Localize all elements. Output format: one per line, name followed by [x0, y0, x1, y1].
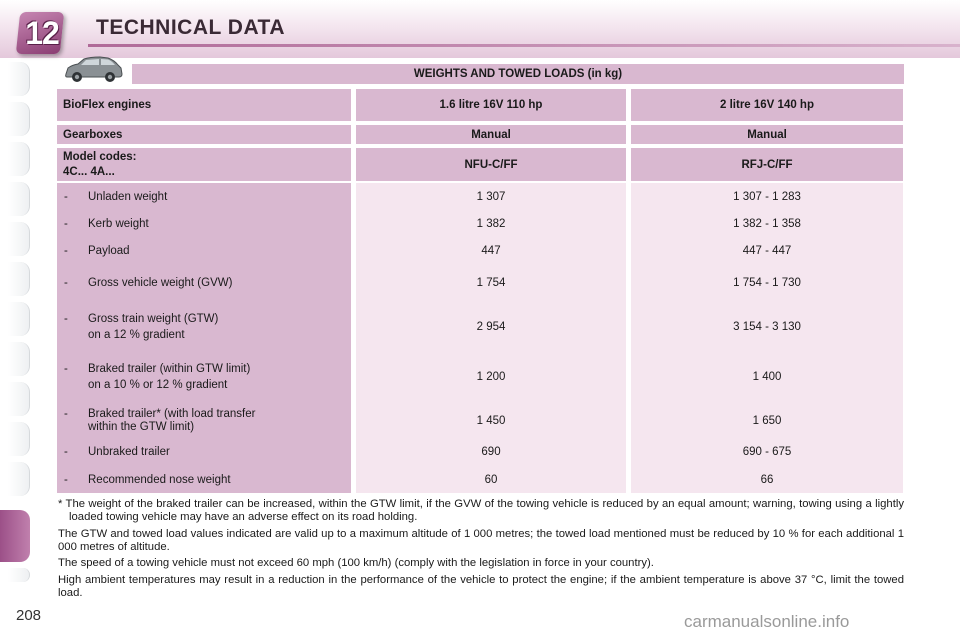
model-code-2-value: RFJ-C/FF — [741, 158, 793, 171]
model-code-1-value: NFU-C/FF — [464, 158, 518, 171]
side-tab[interactable] — [8, 222, 30, 256]
table-row-value-2: 1 400 — [752, 371, 782, 383]
header-cell-model-code-2 — [631, 148, 903, 181]
table-row-value-2: 1 754 - 1 730 — [733, 277, 801, 289]
row-label-text: Gross train weight (GTW) — [88, 313, 219, 325]
header-cell-model-codes — [57, 148, 351, 181]
table-row-value-2: 3 154 - 3 130 — [733, 321, 801, 333]
header-rule — [88, 44, 960, 47]
table-row-value-1: 447 — [481, 245, 501, 257]
engines-label: BioFlex engines — [63, 99, 152, 111]
row-label-text: Recommended nose weight — [88, 474, 231, 486]
car-icon — [62, 56, 124, 84]
table-row-value-2: 1 650 — [752, 415, 782, 427]
row-label-text: Unbraked trailer — [88, 446, 170, 458]
note-temperature: High ambient temperatures may result in a reduction in the performance of the vehicle to protect the engine; if the ambient temperature is above 37 °C, limit the towed load. — [58, 574, 904, 599]
watermark: carmanualsonline.info — [684, 612, 850, 631]
side-tab[interactable] — [8, 422, 30, 456]
section-title: WEIGHTS AND TOWED LOADS (in kg) — [132, 64, 904, 84]
table-row-value-1: 2 954 — [476, 321, 506, 333]
side-tab[interactable] — [8, 342, 30, 376]
header-cell-gearbox-1 — [356, 125, 626, 144]
gearbox-2-value: Manual — [747, 128, 787, 141]
note-altitude: The GTW and towed load values indicated are valid up to a maximum altitude of 1 000 metres; the towed load mentioned must be reduced by 10 % for each additional 1 000 metres of altitude. — [58, 528, 904, 553]
table-row-value-1: 1 307 — [476, 191, 506, 203]
row-label-text: Braked trailer (within GTW limit) — [88, 363, 251, 375]
side-tabs — [0, 62, 30, 582]
row-label-text: Gross vehicle weight (GVW) — [88, 277, 233, 289]
side-tab[interactable] — [8, 102, 30, 136]
page-number: 208 — [16, 607, 42, 624]
header-cell-model-code-1 — [356, 148, 626, 181]
header-cell-engine-2 — [631, 89, 903, 121]
row-label-text: Payload — [88, 245, 130, 257]
table-row-value-2: 1 382 - 1 358 — [733, 218, 801, 230]
gearboxes-label: Gearboxes — [63, 128, 123, 141]
row-label-text: Braked trailer* (with load transfer — [88, 408, 256, 420]
row-label-text: Unladen weight — [88, 191, 168, 203]
row-label-text-2: within the GTW limit) — [88, 421, 195, 433]
table-row-value-2: 447 - 447 — [742, 245, 792, 257]
footnote-braked-trailer: * The weight of the braked trailer can be increased, within the GTW limit, if the GVW of the towing vehicle is reduced by an equal amount; warning, towing using a lightly loaded towing vehicle may have an adverse effect on its road holding. — [58, 498, 904, 523]
side-tab-active[interactable] — [0, 510, 30, 562]
side-tab[interactable] — [8, 302, 30, 336]
header-cell-engines — [57, 89, 351, 121]
row-dash: - — [64, 446, 68, 458]
engine-1-label: 1.6 litre 16V 110 hp — [439, 99, 543, 111]
header-cell-gearboxes — [57, 125, 351, 144]
row-label-text: Kerb weight — [88, 218, 149, 230]
row-label-text-2: on a 10 % or 12 % gradient — [88, 379, 228, 391]
row-dash: - — [64, 408, 68, 420]
row-dash: - — [64, 363, 68, 375]
chapter-number: 12 — [25, 15, 59, 51]
header-cell-engine-1 — [356, 89, 626, 121]
side-tab[interactable] — [8, 262, 30, 296]
table-row-value-1: 1 754 — [476, 277, 506, 289]
side-tab[interactable] — [8, 62, 30, 96]
row-dash: - — [64, 245, 68, 257]
row-dash: - — [64, 474, 68, 486]
side-tab[interactable] — [8, 182, 30, 216]
gearbox-1-value: Manual — [471, 128, 511, 141]
model-codes-label: Model codes: — [63, 150, 137, 163]
side-tab[interactable] — [8, 568, 30, 582]
table-row-value-2: 690 - 675 — [742, 446, 792, 458]
engine-2-label: 2 litre 16V 140 hp — [720, 99, 814, 111]
row-dash: - — [64, 191, 68, 203]
header-cell-gearbox-2 — [631, 125, 903, 144]
table-row-value-2: 66 — [760, 474, 774, 486]
table-row-value-1: 1 200 — [476, 371, 506, 383]
table-row-value-1: 1 450 — [476, 415, 506, 427]
row-label-text-2: on a 12 % gradient — [88, 329, 185, 341]
table-row-value-1: 1 382 — [476, 218, 506, 230]
side-tab[interactable] — [8, 382, 30, 416]
side-tab[interactable] — [8, 462, 30, 496]
row-dash: - — [64, 218, 68, 230]
page-title: TECHNICAL DATA — [96, 16, 285, 39]
row-dash: - — [64, 313, 68, 325]
row-dash: - — [64, 277, 68, 289]
table-row-value-1: 690 — [481, 446, 501, 458]
side-tab[interactable] — [8, 142, 30, 176]
model-codes-label-2: 4C... 4A... — [63, 165, 115, 178]
table-row-value-1: 60 — [484, 474, 498, 486]
table-row-value-2: 1 307 - 1 283 — [733, 191, 801, 203]
note-speed: The speed of a towing vehicle must not exceed 60 mph (100 km/h) (comply with the legislation in force in your country). — [58, 557, 654, 569]
